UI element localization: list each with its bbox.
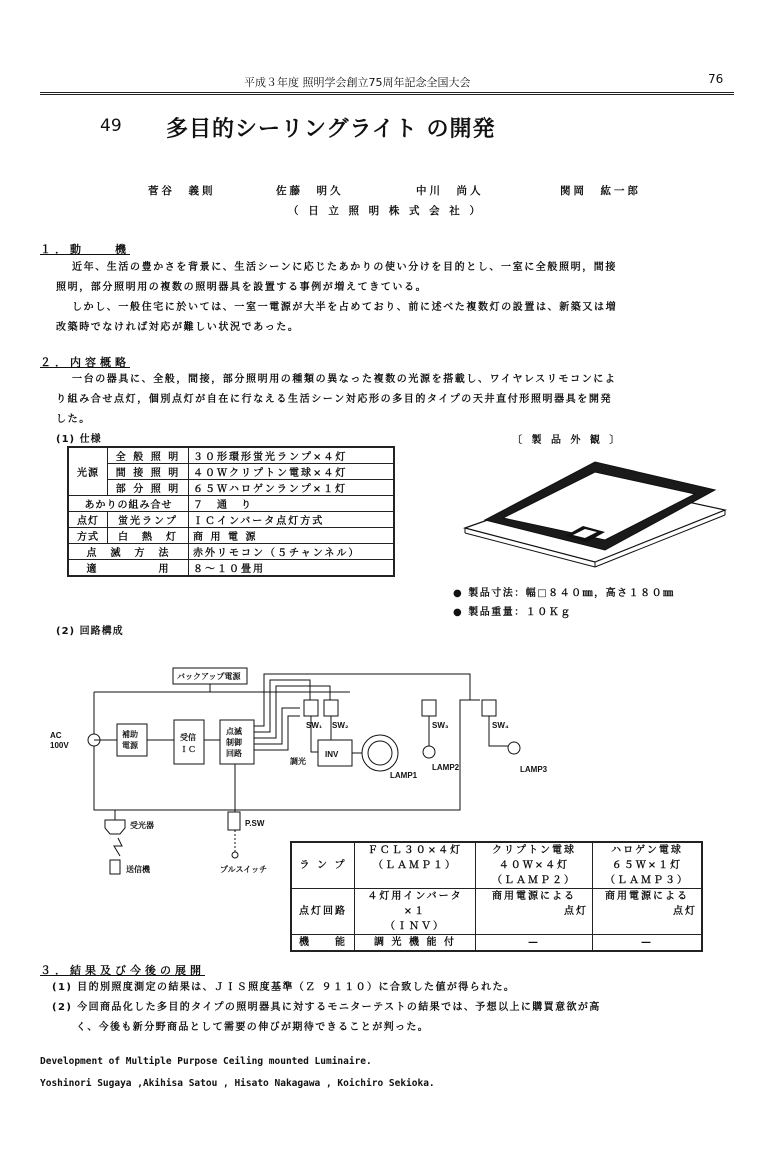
product-label: 〔 製 品 外 観 〕 [512,435,623,446]
section-1-line-3: しかし、一般住宅に於いては、一室一電源が大半を占めており、前に述べた複数灯の設置は、新築又は増 [72,302,618,313]
fluor-value: ＩＣインバータ点灯方式 [189,512,395,528]
fluor-label: 蛍光ランプ [108,512,189,528]
mode-label-1: 点灯 [68,512,108,528]
circ3-line-1: 商用電源による [605,891,689,902]
diagram-sw2: SW₂ [332,721,349,730]
diagram-aux-2: 電源 [122,741,138,750]
diagram-receiver: 受光器 [130,821,154,830]
partial-value: ６５Ｗハロゲンランプ×１灯 [189,480,395,496]
func-col-1: 調 光 機 能 付 [355,935,476,952]
diagram-ctrl-3: 回路 [226,749,242,758]
circ1-line-3: （ＩＮＶ） [385,921,445,932]
product-weight: ● 製品重量：１０Ｋｇ [453,607,572,618]
diagram-dim: 調光 [290,757,306,766]
diagram-ctrl-1: 点滅 [226,727,242,736]
diagram-sw4: SW₄ [492,721,509,730]
combos-value: ７ 通 り [189,496,395,512]
section-1-line-1: 近年、生活の豊かさを背景に、生活シーンに応じたあかりの使い分けを目的とし、一室に全般照明，間接 [72,262,617,273]
diagram-recv-1: 受信 [180,733,196,742]
diagram-sw1: SW₁ [306,721,323,730]
product-illustration [455,450,735,580]
circuit-col-2 [476,889,593,935]
conference-header: 平成３年度 照明学会創立75周年記念全国大会 [244,76,471,89]
circ1-line-1: ４灯用インバータ [367,891,463,902]
row-func-label: 機 能 [291,935,355,952]
lamp2-line-2: ４０Ｗ×４灯 [498,860,570,871]
section-2-line-2: り組み合せ点灯，個別点灯が自在に行なえる生活シーン対応形の多目的タイプの天井直付形照明器具を開発 [56,394,613,405]
diagram-lamp1: LAMP1 [390,771,418,780]
section-2-line-1: 一台の器具に、全般，間接，部分照明用の種類の異なった複数の光源を搭載し、ワイヤレスリモコンによ [72,374,617,385]
section-1-line-4: 改築時でなければ対応が難しい状況であった。 [56,322,300,333]
section-1-heading: １．動 機 [40,243,130,256]
header-rule [40,92,734,93]
diagram-recv-2: ＩＣ [180,745,196,754]
diagram-backup: バックアップ電源 [177,672,241,681]
diagram-lamp2: LAMP2 [432,763,460,772]
english-title: Development of Multiple Purpose Ceiling mounted Luminaire. [40,1056,372,1067]
lamp2-line-3: （ＬＡＭＰ２） [492,875,576,886]
section-3-item-1: (1) 目的別照度測定の結果は、ＪＩＳ照度基準（Ｚ ９１１０）に合致した値が得られた。 [52,982,516,993]
light-source-label: 光源 [68,447,108,496]
diagram-pull: プルスイッチ [220,865,268,874]
lamp1-line-1: ＦＣＬ３０×４灯 [367,845,463,856]
header-rule-2 [40,94,734,95]
suitable-label-1: 適 [86,564,99,575]
control-label: 点 滅 方 法 [68,544,189,560]
paper-number: 49 [100,116,122,136]
lamp-col-2 [476,842,593,889]
author-3: 中川 尚人 [416,185,484,197]
circ2-line-1: 商用電源による [492,891,576,902]
diagram-aux-1: 補助 [122,730,138,739]
lamp3-line-2: ６５Ｗ×１灯 [611,860,683,871]
author-4: 関岡 紘一郎 [560,185,641,197]
section-3-heading: ３．結果及び今後の展開 [40,964,205,977]
section-3-item-2a: (2) 今回商品化した多目的タイプの照明器具に対するモニターテストの結果では、予想以上に購買意欲が高 [52,1002,601,1013]
author-1: 菅谷 義則 [148,185,216,197]
diagram-psw: P.SW [245,819,265,828]
incand-label: 白 熱 灯 [108,528,189,544]
diagram-ctrl-2: 制御 [226,738,242,747]
circ3-line-2: 点灯 [673,906,697,917]
mode-label-2: 方式 [68,528,108,544]
lamp3-line-3: （ＬＡＭＰ３） [605,875,689,886]
indirect-label: 間 接 照 明 [108,464,189,480]
spec-label: (1) 仕様 [56,434,102,445]
spec-table [67,446,395,577]
lamp-col-1 [355,842,476,889]
lamp-col-3 [593,842,703,889]
func-col-3: — [593,935,703,952]
circuit-col-1 [355,889,476,935]
incand-value: 商 用 電 源 [189,528,395,544]
section-2-line-3: した。 [56,414,91,425]
func-col-2: — [476,935,593,952]
general-label: 全 般 照 明 [108,447,189,464]
paper-title: 多目的シーリングライト の開発 [166,117,496,142]
general-value: ３０形環形蛍光ランプ×４灯 [189,447,395,464]
lamp2-line-1: クリプトン電球 [492,845,576,856]
suitable-value: ８～１０畳用 [189,560,395,577]
lamp1-line-2: （ＬＡＭＰ１） [373,860,457,871]
diagram-ac: AC [50,731,62,740]
lamp3-line-1: ハロゲン電球 [611,845,683,856]
diagram-transmitter: 送信機 [126,865,150,874]
indirect-value: ４０Ｗクリプトン電球×４灯 [189,464,395,480]
product-dimensions: ● 製品寸法：幅□８４０㎜，高さ１８０㎜ [453,588,675,599]
diagram-ac-voltage: 100V [50,741,69,750]
circuit-col-3 [593,889,703,935]
circ1-line-2: ×１ [403,906,427,917]
page-number: 76 [708,72,724,86]
affiliation: （ 日 立 照 明 株 式 会 社 ） [288,205,483,217]
circ2-line-2: 点灯 [564,906,588,917]
combos-label: あかりの組み合せ [68,496,189,512]
diagram-sw3: SW₃ [432,721,449,730]
author-2: 佐藤 明久 [276,185,344,197]
partial-label: 部 分 照 明 [108,480,189,496]
diagram-lamp3: LAMP3 [520,765,548,774]
lamp-table [290,841,703,952]
diagram-inv: INV [325,750,339,759]
suitable-label-2: 用 [158,564,171,575]
english-authors: Yoshinori Sugaya ,Akihisa Satou , Hisato Nakagawa , Koichiro Sekioka. [40,1078,435,1089]
section-1-line-2: 照明，部分照明用の複数の照明器具を設置する事例が増えてきている。 [56,282,428,293]
suitable-label [68,560,189,577]
section-3-item-2b: く、今後も新分野商品として需要の伸びが期待できることが判った。 [76,1022,430,1033]
row-lamp-label: ラ ン プ [291,842,355,889]
row-circuit-label: 点灯回路 [291,889,355,935]
circuit-label: (2) 回路構成 [56,626,124,637]
control-value: 赤外リモコン（５チャンネル） [189,544,395,560]
section-2-heading: ２．内容概略 [40,356,130,369]
